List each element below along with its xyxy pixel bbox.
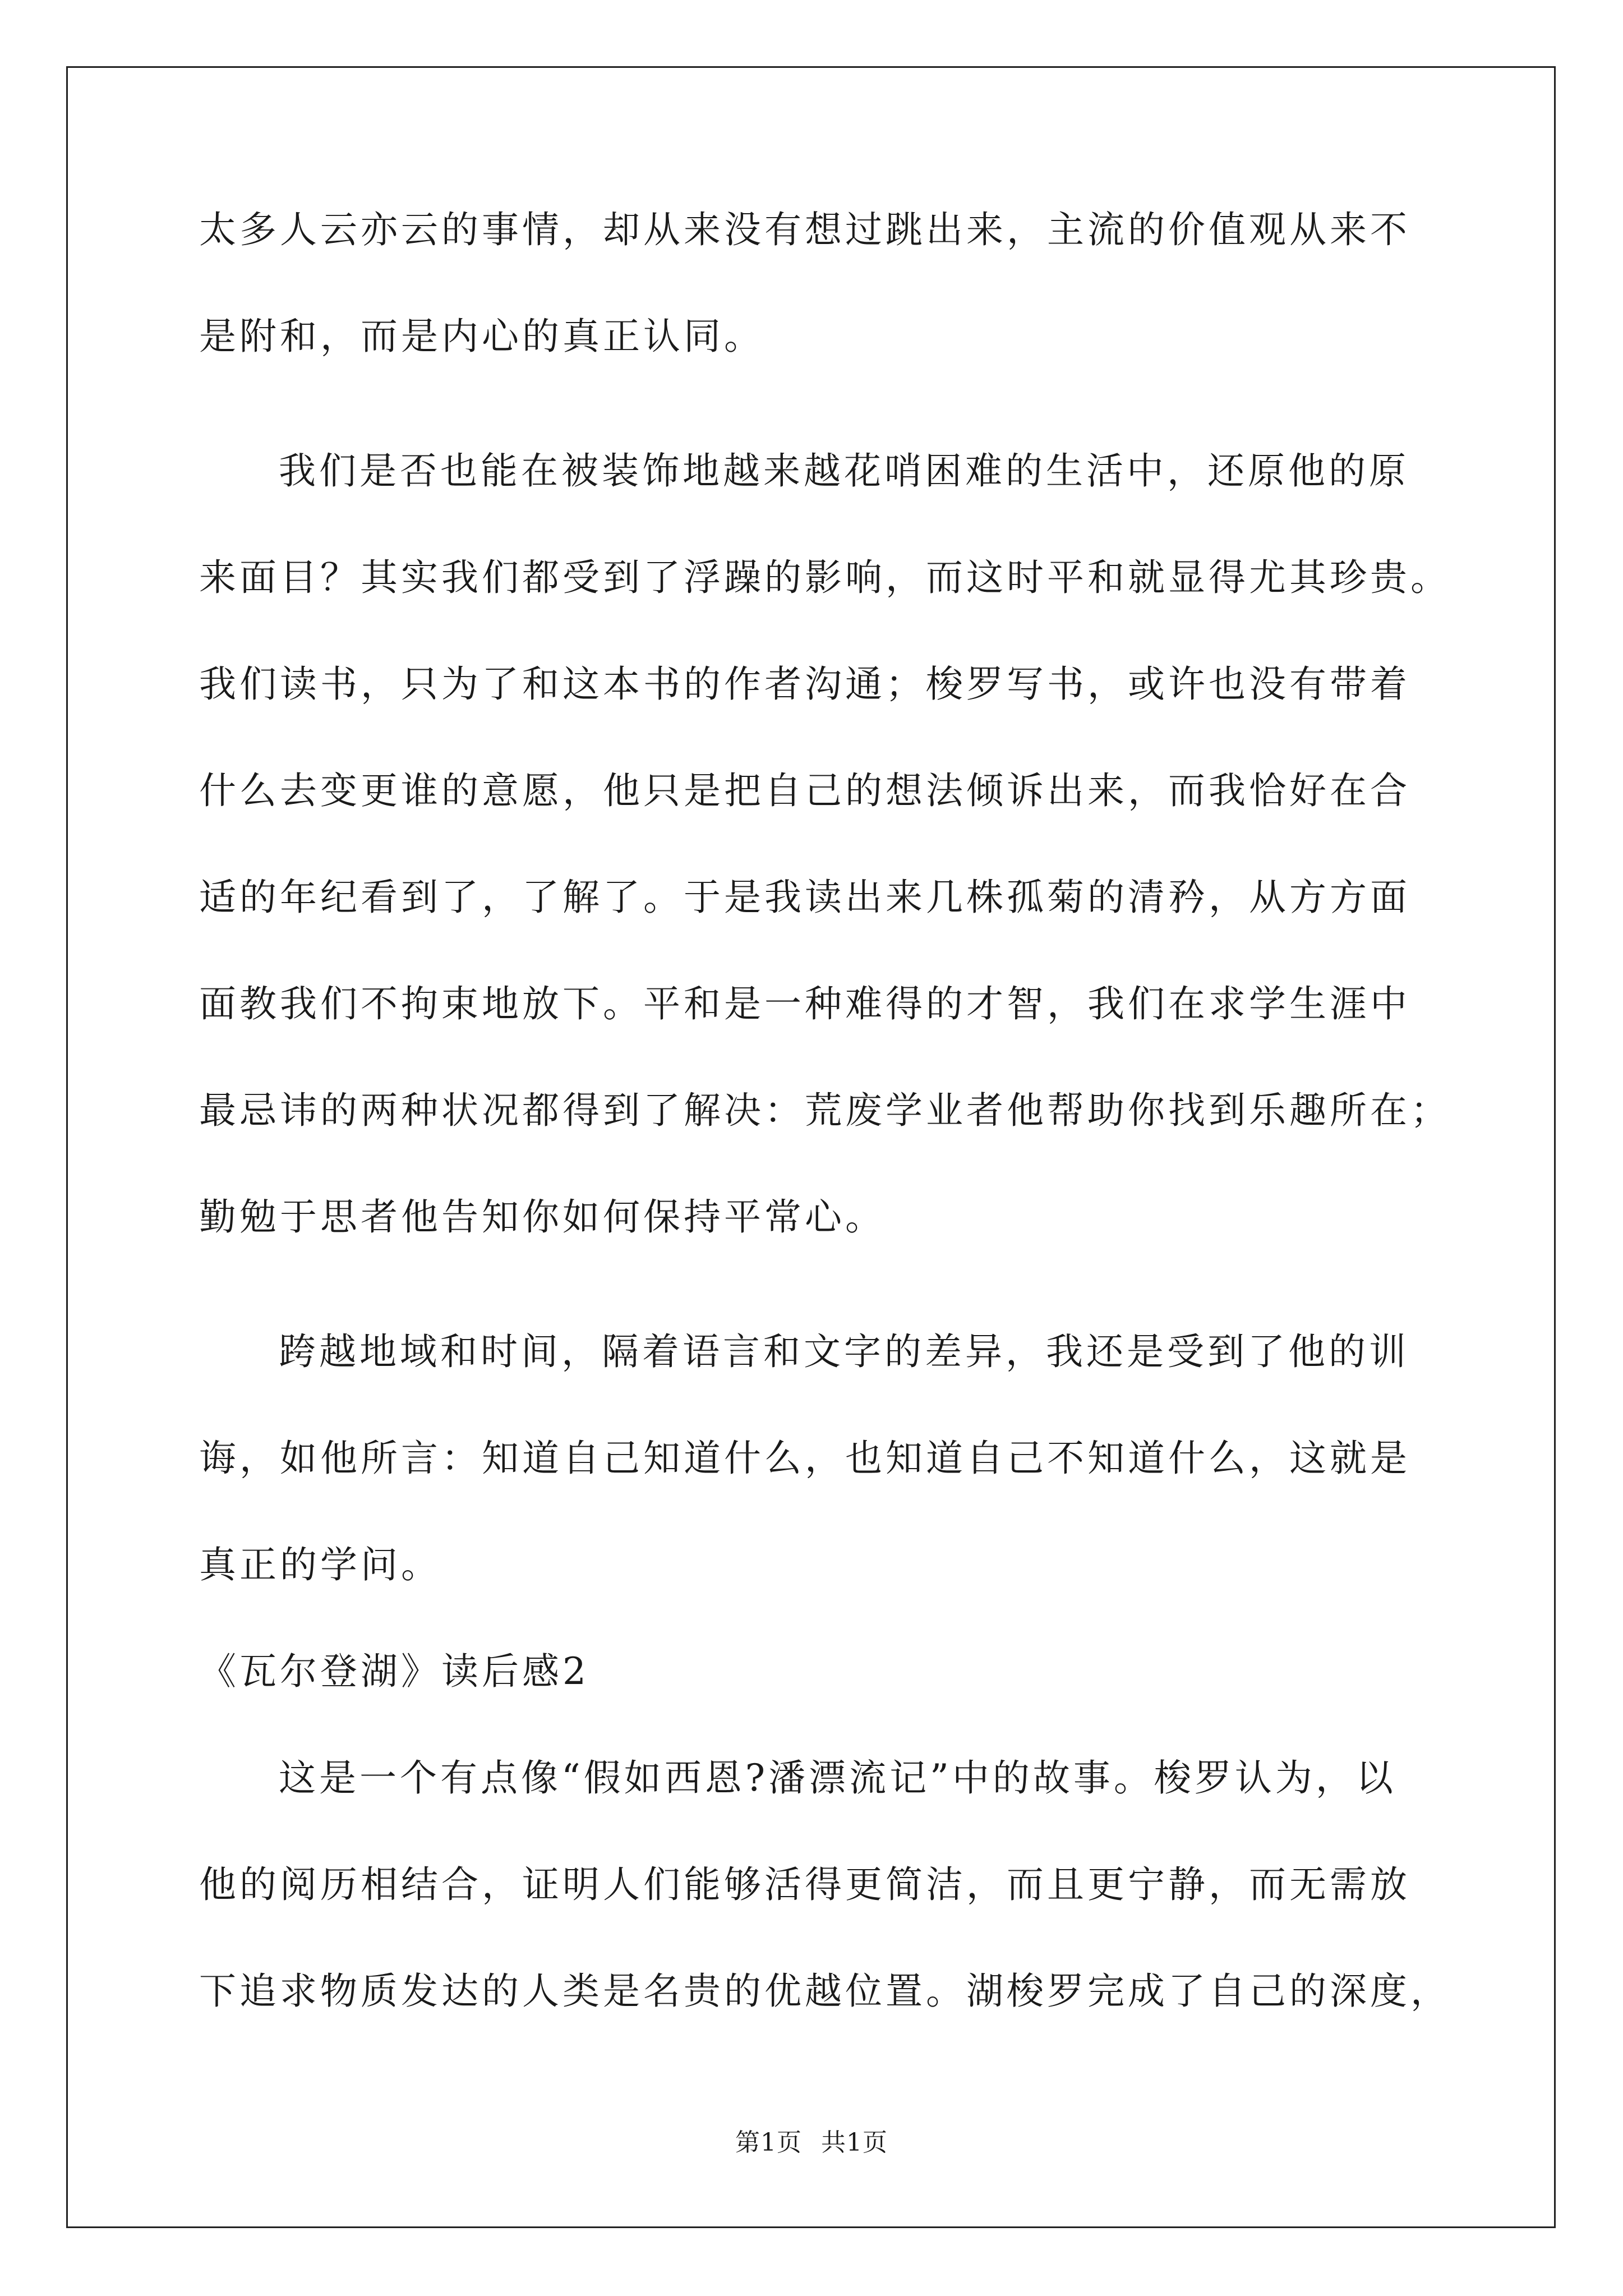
paragraph-start-line: 这是一个有点像“假如西恩?潘漂流记”中的故事。梭罗认为，以 xyxy=(279,1756,1396,1800)
text-line: 来面目？其实我们都受到了浮躁的影响，而这时平和就显得尤其珍贵。 xyxy=(199,556,1451,599)
text-line: 面教我们不拘束地放下。平和是一种难得的才智，我们在求学生涯中 xyxy=(199,982,1410,1025)
text-line: 他的阅历相结合，证明人们能够活得更简洁，而且更宁静，而无需放 xyxy=(199,1863,1410,1906)
text-line: 最忌讳的两种状况都得到了解决：荒废学业者他帮助你找到乐趣所在； xyxy=(199,1089,1451,1132)
paragraph-start-line: 我们是否也能在被装饰地越来越花哨困难的生活中，还原他的原 xyxy=(279,449,1409,493)
section-heading: 《瓦尔登湖》读后感2 xyxy=(199,1650,589,1693)
text-line: 适的年纪看到了，了解了。于是我读出来几株孤菊的清矜，从方方面 xyxy=(199,876,1410,919)
page-footer xyxy=(0,2126,1623,2160)
text-line: 诲，如他所言：知道自己知道什么，也知道自己不知道什么，这就是 xyxy=(199,1437,1410,1480)
paragraph-start-line: 跨越地域和时间，隔着语言和文字的差异，我还是受到了他的训 xyxy=(279,1330,1409,1373)
text-line: 是附和，而是内心的真正认同。 xyxy=(199,315,764,358)
text-line: 真正的学问。 xyxy=(199,1543,441,1586)
text-line: 勤勉于思者他告知你如何保持平常心。 xyxy=(199,1195,886,1239)
page-number: 第1页 xyxy=(735,2128,802,2157)
page-total: 共1页 xyxy=(821,2128,888,2157)
text-line: 下追求物质发达的人类是名贵的优越位置。湖梭罗完成了自己的深度， xyxy=(199,1970,1451,2013)
text-line: 太多人云亦云的事情，却从来没有想过跳出来，主流的价值观从来不 xyxy=(199,208,1410,251)
text-line: 什么去变更谁的意愿，他只是把自己的想法倾诉出来，而我恰好在合 xyxy=(199,769,1410,812)
text-line: 我们读书，只为了和这本书的作者沟通；梭罗写书，或许也没有带着 xyxy=(199,662,1410,706)
